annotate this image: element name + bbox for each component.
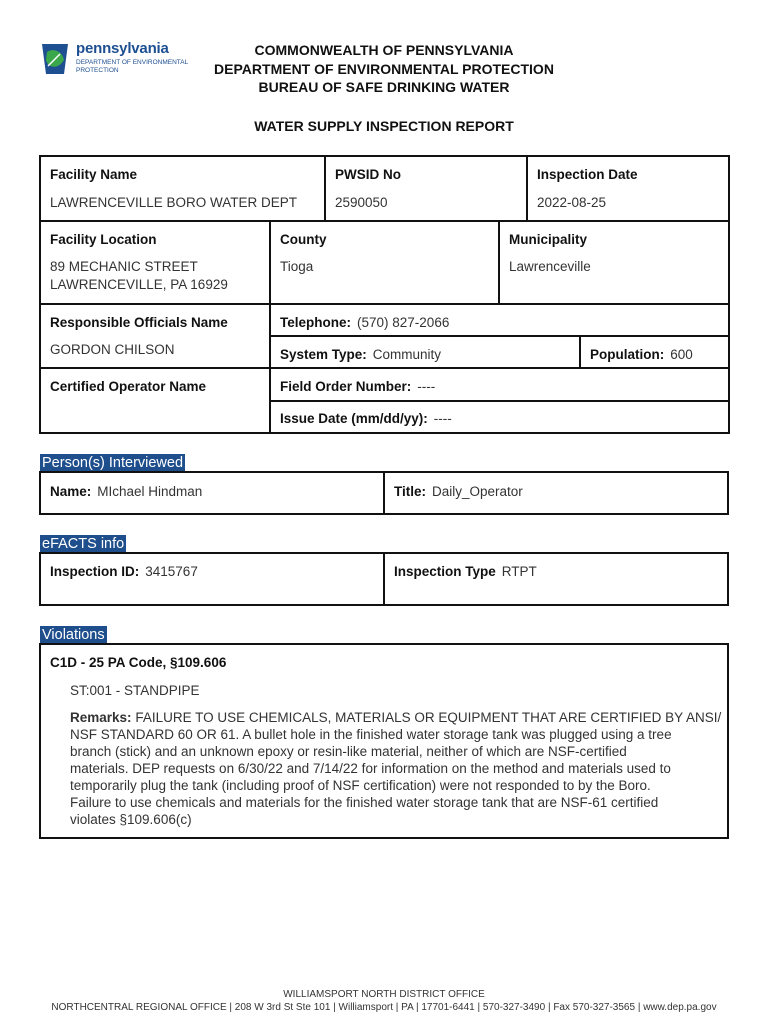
field-order-value: ---- xyxy=(417,379,436,394)
issue-date-label: Issue Date (mm/dd/yy): xyxy=(280,411,428,426)
remarks-line: NSF STANDARD 60 OR 61. A bullet hole in the finished water storage tank was plugged using a tree xyxy=(70,727,672,742)
system-type-value: Community xyxy=(372,347,442,362)
persons-interviewed-heading: Person(s) Interviewed xyxy=(42,455,184,471)
telephone-field xyxy=(280,315,449,330)
inspection-type-value: RTPT xyxy=(501,564,537,579)
header-line1: COMMONWEALTH OF PENNSYLVANIA xyxy=(254,42,514,58)
logo-wordmark: pennsylvania xyxy=(76,40,169,57)
remarks-line: violates §109.606(c) xyxy=(70,812,192,827)
county-value: Tioga xyxy=(280,259,314,274)
header-line2: DEPARTMENT OF ENVIRONMENTAL PROTECTION xyxy=(214,61,554,77)
interviewee-title-field xyxy=(394,484,523,499)
divider xyxy=(40,220,730,222)
remarks-line: Failure to use chemicals and materials for the finished water storage tank that are NSF-61 certified xyxy=(70,795,659,810)
header-line3: BUREAU OF SAFE DRINKING WATER xyxy=(258,79,510,95)
interviewee-title-label: Title: xyxy=(394,484,427,499)
remarks-line: temporarily plug the tank (including proof of NSF certification) were not responded to by the Boro. xyxy=(70,778,651,793)
inspection-id-value: 3415767 xyxy=(145,564,198,579)
system-type-field xyxy=(280,347,441,362)
facility-name-label: Facility Name xyxy=(50,167,138,182)
responsible-officials-value: GORDON CHILSON xyxy=(50,342,175,357)
interviewee-name-field xyxy=(50,484,202,499)
inspection-id-label: Inspection ID: xyxy=(50,564,140,579)
footer-office: WILLIAMSPORT NORTH DISTRICT OFFICE xyxy=(283,989,485,1000)
facility-location-label: Facility Location xyxy=(50,232,157,247)
remarks-line: materials. DEP requests on 6/30/22 and 7/14/22 for information on the method and materials used to xyxy=(70,761,671,776)
population-value: 600 xyxy=(670,347,693,362)
issue-date-value: ---- xyxy=(433,411,452,426)
pwsid-value: 2590050 xyxy=(335,195,388,210)
violations-heading: Violations xyxy=(42,627,105,643)
violation-remarks xyxy=(70,709,726,828)
footer-address: NORTHCENTRAL REGIONAL OFFICE | 208 W 3rd St Ste 101 | Williamsport | PA | 17701-6441 | 570-327-3490 | Fax 570-327-3565 | www.dep.pa.gov xyxy=(51,1002,717,1013)
responsible-officials-label: Responsible Officials Name xyxy=(50,315,228,330)
divider xyxy=(269,221,271,433)
efacts-heading: eFACTS info xyxy=(42,536,125,552)
facility-name-value: LAWRENCEVILLE BORO WATER DEPT xyxy=(50,195,298,210)
municipality-label: Municipality xyxy=(509,232,588,247)
system-type-label: System Type: xyxy=(280,347,367,362)
interviewee-name-value: MIchael Hindman xyxy=(97,484,203,499)
divider xyxy=(498,221,500,304)
issue-date-field xyxy=(280,411,452,426)
violation-site: ST:001 - STANDPIPE xyxy=(70,683,200,698)
telephone-label: Telephone: xyxy=(280,315,352,330)
population-label: Population: xyxy=(590,347,665,362)
population-field xyxy=(590,347,693,362)
report-title: WATER SUPPLY INSPECTION REPORT xyxy=(254,118,514,134)
logo-subtitle-line1: DEPARTMENT OF ENVIRONMENTAL xyxy=(76,59,189,66)
divider xyxy=(270,335,730,337)
interviewee-title-value: Daily_Operator xyxy=(432,484,523,499)
inspection-date-label: Inspection Date xyxy=(537,167,638,182)
county-label: County xyxy=(280,232,327,247)
remarks-line: Remarks: FAILURE TO USE CHEMICALS, MATERIALS OR EQUIPMENT THAT ARE CERTIFIED BY ANSI/ xyxy=(70,710,722,725)
divider xyxy=(383,472,385,514)
logo-subtitle-line2: PROTECTION xyxy=(76,67,119,74)
certified-operator-label: Certified Operator Name xyxy=(50,379,207,394)
inspection-type-label: Inspection Type xyxy=(394,564,496,579)
facility-location-line2: LAWRENCEVILLE, PA 16929 xyxy=(50,277,228,292)
interviewee-name-label: Name: xyxy=(50,484,92,499)
divider xyxy=(579,336,581,368)
violation-code: C1D - 25 PA Code, §109.606 xyxy=(50,655,227,670)
municipality-value: Lawrenceville xyxy=(509,259,591,274)
divider xyxy=(526,156,528,221)
divider xyxy=(40,303,730,305)
inspection-date-value: 2022-08-25 xyxy=(537,195,607,210)
pwsid-label: PWSID No xyxy=(335,167,401,182)
telephone-value: (570) 827-2066 xyxy=(357,315,450,330)
remarks-line: branch (stick) and an unknown epoxy or resin-like material, neither of which are NSF-certified xyxy=(70,744,627,759)
inspection-type-field xyxy=(394,564,537,579)
remarks-label: Remarks: xyxy=(70,710,132,725)
field-order-field xyxy=(280,379,435,394)
divider xyxy=(383,553,385,605)
field-order-label: Field Order Number: xyxy=(280,379,412,394)
divider xyxy=(270,400,730,402)
facility-location-line1: 89 MECHANIC STREET xyxy=(50,259,198,274)
divider xyxy=(324,156,326,221)
divider xyxy=(40,367,730,369)
inspection-id-field xyxy=(50,564,198,579)
